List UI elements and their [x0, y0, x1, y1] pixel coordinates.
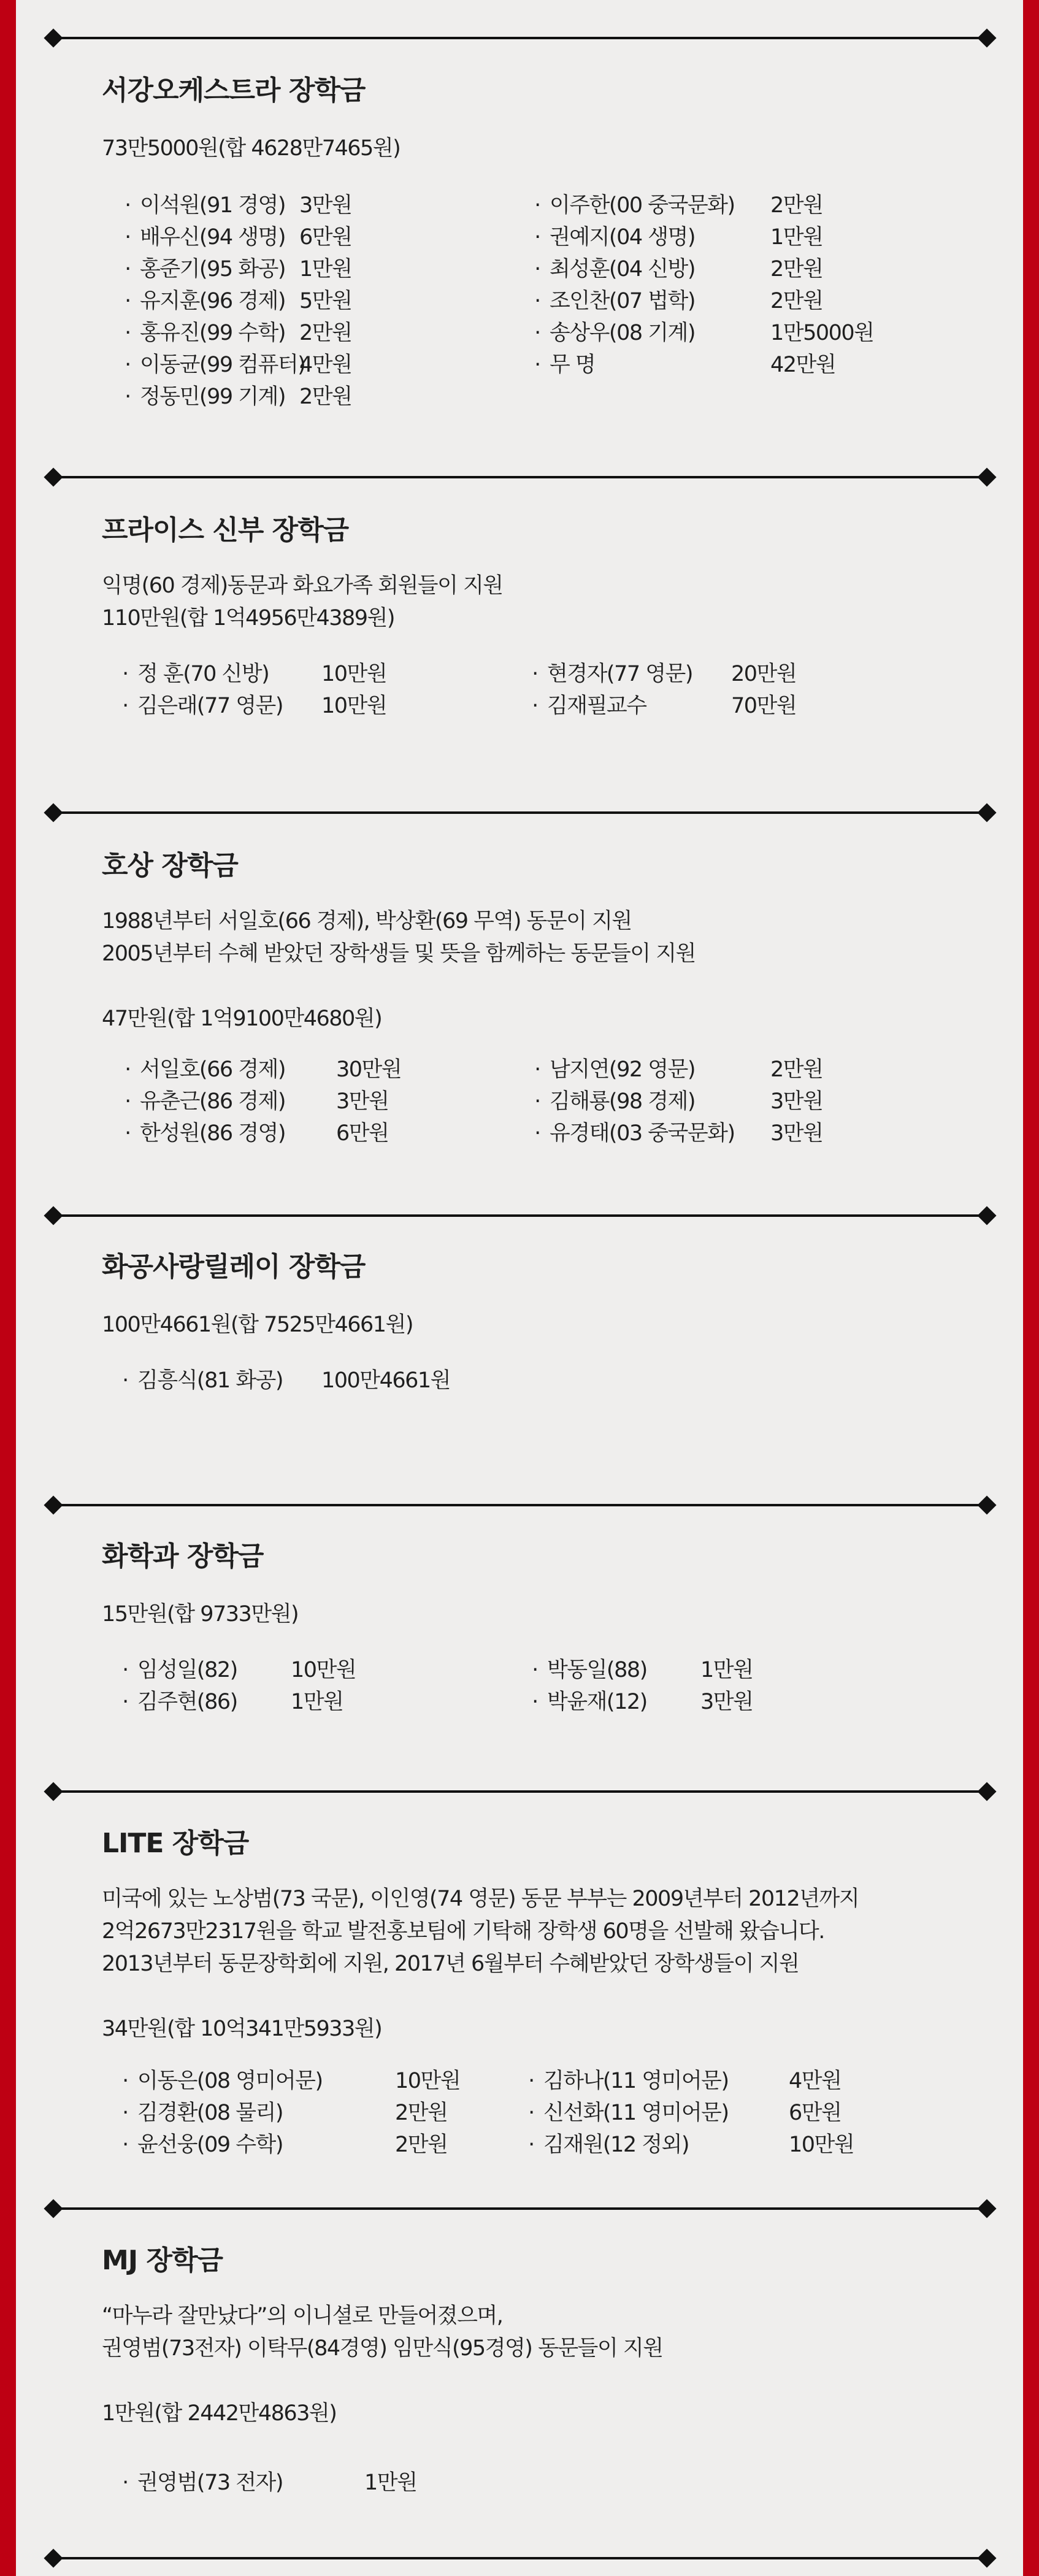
divider-line [54, 811, 986, 814]
donor-amount: 1만5000원 [770, 321, 874, 345]
donor-item [523, 1654, 753, 1686]
donor-item [525, 317, 873, 349]
scholarship-description [102, 970, 985, 1003]
donor-item [525, 221, 873, 253]
scholarship-section [102, 848, 985, 1149]
diamond-icon [977, 1206, 996, 1225]
scholarship-section [102, 512, 985, 722]
scholarship-description: 익명(60 경제)동문과 화요가족 회원들이 지원 [102, 573, 503, 598]
donor-name: 서일호(66 경제) [140, 1057, 286, 1082]
donor-amount: 4만원 [299, 353, 352, 377]
donor-item [115, 317, 351, 349]
diamond-icon [44, 803, 63, 822]
donor-name: 한성원(86 경영) [140, 1121, 286, 1146]
donor-item [115, 253, 351, 285]
bullet-icon: · [534, 225, 540, 250]
bullet-icon: · [528, 2101, 534, 2125]
donor-column-right [525, 190, 873, 381]
donor-column-right [525, 1054, 822, 1149]
donor-list [102, 2065, 985, 2161]
bullet-icon: · [528, 2133, 534, 2157]
donor-list [102, 658, 985, 722]
scholarship-description: 2013년부터 동문장학회에 지원, 2017년 6월부터 수혜받았던 장학생들이 지원 [102, 1952, 799, 1976]
donor-name: 무 명 [550, 353, 596, 377]
divider-line [54, 476, 986, 478]
scholarship-section [102, 1249, 985, 1397]
donor-item [115, 381, 351, 413]
donor-amount: 10만원 [321, 694, 387, 718]
bullet-icon: · [534, 321, 540, 345]
donor-amount: 20만원 [731, 662, 797, 686]
bullet-icon: · [125, 353, 131, 377]
donor-amount: 2만원 [395, 2101, 448, 2125]
scholarship-description: 2005년부터 수혜 받았던 장학생들 및 뜻을 함께하는 동문들이 지원 [102, 941, 696, 966]
donor-name: 최성훈(04 신방) [550, 257, 696, 282]
donor-name: 김재원(12 정외) [543, 2133, 689, 2157]
scholarship-description [102, 1980, 985, 2013]
donor-amount: 3만원 [299, 193, 352, 218]
donor-name: 김흥식(81 화공) [137, 1368, 283, 1393]
donor-name: 송상우(08 기계) [550, 321, 696, 345]
bullet-icon: · [122, 662, 128, 686]
bullet-icon: · [534, 1121, 540, 1146]
donor-item [525, 253, 873, 285]
donor-amount: 5만원 [299, 289, 352, 313]
bullet-icon: · [122, 2133, 128, 2157]
donor-amount: 2만원 [770, 1057, 823, 1082]
donor-name: 김은래(77 영문) [137, 694, 283, 718]
scholarship-amount: 47만원(합 1억9100만4680원) [102, 1006, 382, 1031]
donor-item [115, 285, 351, 317]
donor-name: 김하나(11 영미어문) [543, 2069, 729, 2093]
scholarship-amount: 100만4661원(합 7525만4661원) [102, 1313, 413, 1337]
donor-amount: 10만원 [789, 2133, 854, 2157]
diamond-icon [977, 467, 996, 486]
donor-column-right [519, 2065, 854, 2161]
donor-amount: 1만원 [291, 1690, 343, 1714]
donor-name: 이동균(99 컴퓨터) [140, 353, 305, 377]
donor-list [102, 1054, 985, 1149]
scholarship-description: 1988년부터 서일호(66 경제), 박상환(69 무역) 동문이 지원 [102, 909, 632, 933]
donor-item [525, 1086, 822, 1117]
donor-name: 유춘근(86 경제) [140, 1089, 286, 1114]
donor-amount: 2만원 [770, 257, 823, 282]
donor-name: 김경환(08 물리) [137, 2101, 283, 2125]
donor-item [113, 2097, 460, 2129]
donor-column-left [113, 1654, 356, 1718]
donor-amount: 10만원 [321, 662, 387, 686]
donor-item [115, 221, 351, 253]
donor-item [519, 2097, 854, 2129]
donor-name: 유지훈(96 경제) [140, 289, 286, 313]
diamond-icon [977, 2548, 996, 2567]
donor-amount: 2만원 [395, 2133, 448, 2157]
donor-name: 권예지(04 생명) [550, 225, 696, 250]
donor-item [523, 1686, 753, 1718]
scholarship-title: 화학과 장학금 [102, 1541, 264, 1572]
scholarship-amount: 34만원(합 10억341만5933원) [102, 2017, 382, 2041]
donor-name: 배우신(94 생명) [140, 225, 286, 250]
donor-amount: 2만원 [770, 193, 823, 218]
donor-amount: 6만원 [336, 1121, 389, 1146]
right-red-border [1023, 0, 1039, 2576]
bullet-icon: · [534, 193, 540, 218]
donor-column-right [523, 1654, 753, 1718]
donor-amount: 42만원 [770, 353, 836, 377]
bullet-icon: · [125, 1057, 131, 1082]
diamond-icon [977, 803, 996, 822]
donor-amount: 4만원 [789, 2069, 842, 2093]
donor-column-left [113, 658, 386, 722]
scholarship-description [102, 2365, 985, 2398]
divider-line [54, 1214, 986, 1217]
bullet-icon: · [532, 662, 538, 686]
donor-column-right [523, 658, 796, 722]
scholarship-amount: 73만5000원(합 4628만7465원) [102, 136, 401, 161]
scholarship-title: 화공사랑릴레이 장학금 [102, 1251, 366, 1282]
donor-item [113, 1654, 356, 1686]
bullet-icon: · [122, 1658, 128, 1682]
donor-item [115, 1086, 401, 1117]
donor-column-left [113, 1365, 450, 1397]
diamond-icon [44, 467, 63, 486]
donor-name: 윤선웅(09 수학) [137, 2133, 283, 2157]
donor-amount: 30만원 [336, 1057, 402, 1082]
scholarship-title: MJ 장학금 [102, 2245, 223, 2276]
donor-item [115, 190, 351, 221]
donor-amount: 1만원 [299, 257, 352, 282]
scholarship-description: 미국에 있는 노상범(73 국문), 이인영(74 영문) 동문 부부는 2009년부터 2012년까지 [102, 1887, 859, 1911]
bullet-icon: · [122, 1368, 128, 1393]
donor-amount: 3만원 [770, 1121, 823, 1146]
donor-name: 권영범(73 전자) [137, 2471, 283, 2495]
donor-item [113, 2065, 460, 2097]
bullet-icon: · [534, 1089, 540, 1114]
donor-amount: 3만원 [770, 1089, 823, 1114]
scholarship-section [102, 2242, 985, 2499]
diamond-icon [977, 1495, 996, 1514]
donor-name: 홍유진(99 수학) [140, 321, 286, 345]
bullet-icon: · [532, 1690, 538, 1714]
bullet-icon: · [125, 1089, 131, 1114]
donor-amount: 2만원 [299, 321, 352, 345]
donor-name: 이주한(00 중국문화) [550, 193, 735, 218]
donor-amount: 70만원 [731, 694, 797, 718]
left-red-border [0, 0, 16, 2576]
donor-item [115, 1054, 401, 1086]
donor-column-left [113, 2065, 460, 2161]
donor-name: 홍준기(95 화공) [140, 257, 286, 282]
donor-name: 박윤재(12) [547, 1690, 647, 1714]
bullet-icon: · [122, 2471, 128, 2495]
bullet-icon: · [532, 1658, 538, 1682]
donor-column-left [115, 190, 351, 413]
donor-item [115, 1117, 401, 1149]
donor-name: 임성일(82) [137, 1658, 237, 1682]
donor-item [113, 2129, 460, 2161]
donor-list [102, 1365, 985, 1397]
donor-item [519, 2129, 854, 2161]
donor-name: 김재필교수 [547, 694, 646, 718]
divider-line [54, 1504, 986, 1506]
donor-amount: 1만원 [700, 1658, 753, 1682]
donor-item [113, 2467, 416, 2499]
diamond-icon [977, 2199, 996, 2218]
bullet-icon: · [534, 257, 540, 282]
diamond-icon [44, 28, 63, 47]
diamond-icon [44, 1206, 63, 1225]
donor-column-left [115, 1054, 401, 1149]
donor-item [113, 1686, 356, 1718]
donor-amount: 3만원 [700, 1690, 753, 1714]
divider-line [54, 2207, 986, 2210]
bullet-icon: · [125, 289, 131, 313]
scholarship-amount: 1만원(합 2442만4863원) [102, 2401, 337, 2426]
diamond-icon [44, 2548, 63, 2567]
donor-amount: 6만원 [299, 225, 352, 250]
donor-list [102, 190, 985, 413]
donor-list [102, 2467, 985, 2499]
donor-list [102, 1654, 985, 1718]
bullet-icon: · [122, 694, 128, 718]
diamond-icon [44, 1782, 63, 1801]
donor-amount: 10만원 [395, 2069, 461, 2093]
donor-item [113, 690, 386, 722]
bullet-icon: · [125, 1121, 131, 1146]
scholarship-title: LITE 장학금 [102, 1828, 249, 1859]
donor-item [525, 285, 873, 317]
donor-name: 박동일(88) [547, 1658, 647, 1682]
donor-item [525, 1054, 822, 1086]
donor-amount: 100만4661원 [321, 1368, 450, 1393]
bullet-icon: · [534, 353, 540, 377]
bullet-icon: · [125, 257, 131, 282]
scholarship-title: 프라이스 신부 장학금 [102, 515, 349, 546]
donor-amount: 10만원 [291, 1658, 356, 1682]
donor-amount: 1만원 [364, 2471, 417, 2495]
donor-name: 정동민(99 기계) [140, 385, 286, 409]
scholarship-description: 2억2673만2317원을 학교 발전홍보팀에 기탁해 장학생 60명을 선발해 왔습니다. [102, 1919, 824, 1944]
bullet-icon: · [534, 289, 540, 313]
donor-item [525, 190, 873, 221]
scholarship-section [102, 1538, 985, 1718]
donor-name: 현경자(77 영문) [547, 662, 693, 686]
donor-name: 신선화(11 영미어문) [543, 2101, 729, 2125]
bullet-icon: · [528, 2069, 534, 2093]
scholarship-description: 권영범(73전자) 이탁무(84경영) 임만식(95경영) 동문들이 지원 [102, 2336, 663, 2361]
donor-column-left [113, 2467, 416, 2499]
bullet-icon: · [125, 225, 131, 250]
diamond-icon [44, 1495, 63, 1514]
divider-line [54, 37, 986, 39]
donor-name: 정 훈(70 신방) [137, 662, 269, 686]
donor-name: 유경태(03 중국문화) [550, 1121, 735, 1146]
divider-line [54, 2557, 986, 2559]
donor-amount: 2만원 [299, 385, 352, 409]
donor-item [113, 658, 386, 690]
bullet-icon: · [125, 385, 131, 409]
bullet-icon: · [534, 1057, 540, 1082]
donor-item [523, 658, 796, 690]
donor-item [113, 1365, 450, 1397]
donor-item [115, 349, 351, 381]
scholarship-title: 호상 장학금 [102, 850, 238, 881]
scholarship-section [102, 1825, 985, 2161]
donor-name: 조인찬(07 법학) [550, 289, 696, 313]
divider-line [54, 1790, 986, 1793]
donor-name: 남지연(92 영문) [550, 1057, 696, 1082]
donor-amount: 6만원 [789, 2101, 842, 2125]
bullet-icon: · [122, 2069, 128, 2093]
bullet-icon: · [122, 1690, 128, 1714]
bullet-icon: · [125, 193, 131, 218]
bullet-icon: · [122, 2101, 128, 2125]
donor-item [519, 2065, 854, 2097]
donor-item [523, 690, 796, 722]
scholarship-amount: 15만원(합 9733만원) [102, 1602, 299, 1627]
bullet-icon: · [532, 694, 538, 718]
scholarship-amount: 110만원(합 1억4956만4389원) [102, 606, 395, 631]
scholarship-description: “마누라 잘만났다”의 이니셜로 만들어졌으며, [102, 2304, 503, 2328]
donor-name: 이석원(91 경영) [140, 193, 286, 218]
scholarship-title: 서강오케스트라 장학금 [102, 75, 366, 106]
donor-amount: 1만원 [770, 225, 823, 250]
donor-amount: 2만원 [770, 289, 823, 313]
bullet-icon: · [125, 321, 131, 345]
donor-name: 이동은(08 영미어문) [137, 2069, 323, 2093]
diamond-icon [44, 2199, 63, 2218]
scholarship-section [102, 72, 985, 413]
diamond-icon [977, 28, 996, 47]
donor-item [525, 349, 873, 381]
diamond-icon [977, 1782, 996, 1801]
donor-name: 김해룡(98 경제) [550, 1089, 696, 1114]
donor-amount: 3만원 [336, 1089, 389, 1114]
donor-item [525, 1117, 822, 1149]
donor-name: 김주현(86) [137, 1690, 237, 1714]
